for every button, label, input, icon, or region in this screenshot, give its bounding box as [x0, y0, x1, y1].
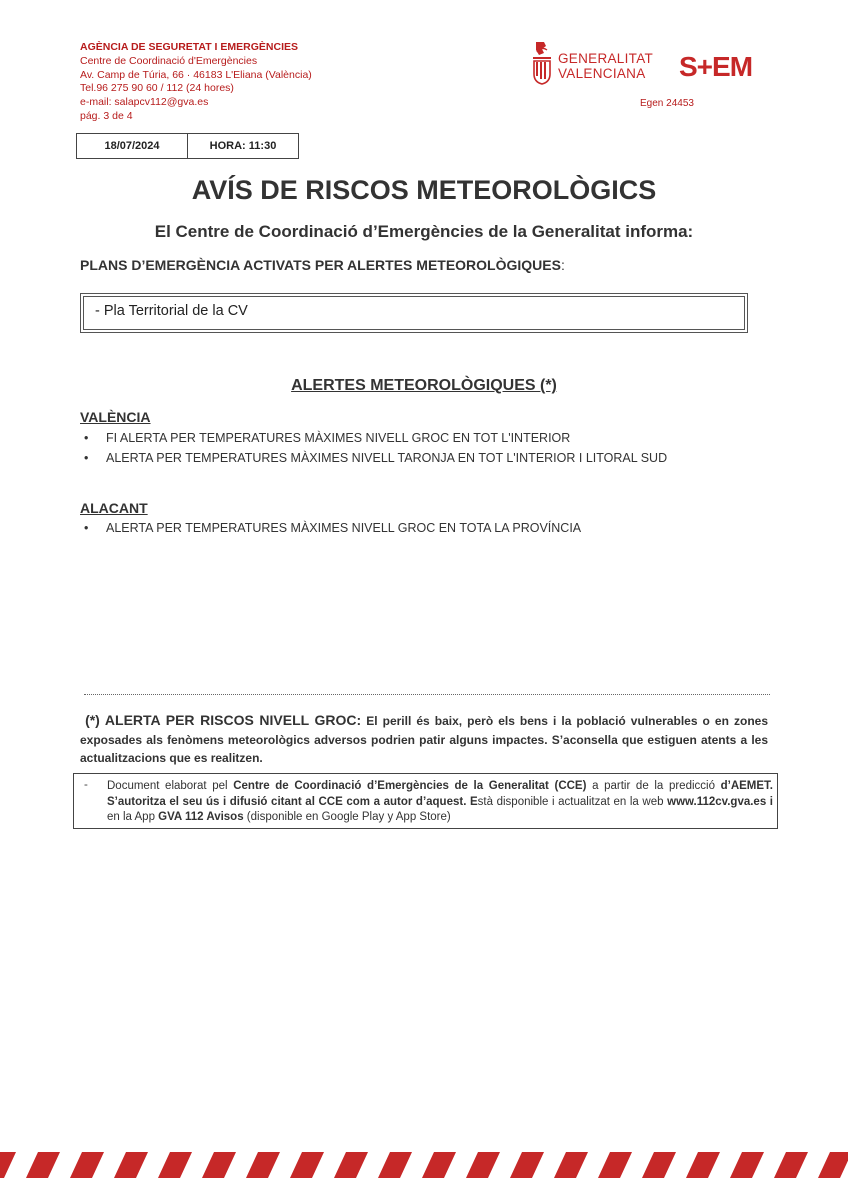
stripe — [642, 1152, 676, 1178]
page-number: pág. 3 de 4 — [80, 109, 133, 122]
agency-address: Av. Camp de Túria, 66 · 46183 L'Eliana (València) — [80, 68, 312, 81]
dotted-divider — [84, 694, 770, 695]
region-valencia: VALÈNCIA — [80, 409, 151, 425]
stripe — [246, 1152, 280, 1178]
app-name: GVA 112 Avisos — [158, 811, 244, 823]
plans-box — [80, 293, 748, 333]
stripe — [686, 1152, 720, 1178]
stripe — [114, 1152, 148, 1178]
alert-item: • ALERTA PER TEMPERATURES MÀXIMES NIVELL TARONJA EN TOT L'INTERIOR I LITORAL SUD — [80, 451, 667, 465]
alert-item: • ALERTA PER TEMPERATURES MÀXIMES NIVELL GROC EN TOTA LA PROVÍNCIA — [80, 521, 581, 535]
yellow-level-note — [80, 711, 768, 768]
bullet-icon: • — [84, 451, 89, 465]
stripe — [730, 1152, 764, 1178]
agency-center: Centre de Coordinació d'Emergències — [80, 54, 258, 67]
stripe — [202, 1152, 236, 1178]
page-title: AVÍS DE RISCOS METEOROLÒGICS — [191, 175, 657, 205]
stripe — [378, 1152, 412, 1178]
stripe — [26, 1152, 60, 1178]
note-lead: (*) ALERTA PER RISCOS NIVELL GROC: — [85, 712, 362, 728]
stripe — [774, 1152, 808, 1178]
note-text: El perill és baix, però els bens i la població vulnerables o en zones exposades als fenòmens meteorològics adversos podrien patir alguns impactes. S’aconsella que estiguen atents a les actualitzacions que es realitzen. — [80, 714, 768, 765]
agency-name: AGÈNCIA DE SEGURETAT I EMERGÈNCIES — [80, 41, 298, 53]
bullet-icon: • — [84, 431, 89, 445]
date-time-box — [76, 133, 299, 159]
agency-phone: Tel.96 275 90 60 / 112 (24 hores) — [80, 82, 234, 95]
agency-header — [80, 41, 312, 124]
coat-of-arms-icon — [530, 40, 554, 86]
stripe — [70, 1152, 104, 1178]
document-disclaimer: - Document elaborat pel Centre de Coordinació d’Emergències de la Generalitat (CCE) a partir de la predicció d’AEMET. S’autoritza el seu ús i difusió citant al CCE com a autor d’aquest. Està disponible i actualitzat en la web www.112cv.gva.es i en la App GVA 112 Avisos (disponible en Google Play y App Store) — [73, 773, 778, 829]
website-link[interactable]: www.112cv.gva.es i — [667, 795, 774, 808]
plans-label: PLANS D’EMERGÈNCIA ACTIVATS PER ALERTES METEOROLÒGIQUES: — [80, 257, 565, 273]
generalitat-valenciana-wordmark: GENERALITAT VALENCIANA — [558, 51, 654, 81]
page-subtitle: El Centre de Coordinació d’Emergències de la Generalitat informa: — [154, 222, 694, 241]
stripe — [510, 1152, 544, 1178]
stripe — [466, 1152, 500, 1178]
decorative-stripes — [0, 1148, 848, 1182]
generalitat-valenciana-logo — [530, 40, 670, 88]
sem-logo: S+EM — [679, 51, 753, 82]
time-cell: HORA: 11:30 — [209, 140, 277, 152]
stripe — [818, 1152, 848, 1178]
stripe — [334, 1152, 368, 1178]
agency-email: e-mail: salapcv112@gva.es — [80, 96, 209, 109]
alert-item: • FI ALERTA PER TEMPERATURES MÀXIMES NIVELL GROC EN TOT L'INTERIOR — [80, 431, 570, 445]
plan-item: - Pla Territorial de la CV — [95, 303, 248, 319]
egen-reference: Egen 24453 — [640, 98, 694, 109]
stripe — [422, 1152, 456, 1178]
alerts-title: ALERTES METEOROLÒGIQUES (*) — [291, 377, 557, 394]
bullet-icon: • — [84, 521, 89, 535]
stripe — [598, 1152, 632, 1178]
stripe — [0, 1152, 16, 1178]
stripe — [554, 1152, 588, 1178]
region-alacant: ALACANT — [80, 500, 148, 516]
stripe — [290, 1152, 324, 1178]
date-cell: 18/07/2024 — [77, 134, 188, 158]
stripe — [158, 1152, 192, 1178]
